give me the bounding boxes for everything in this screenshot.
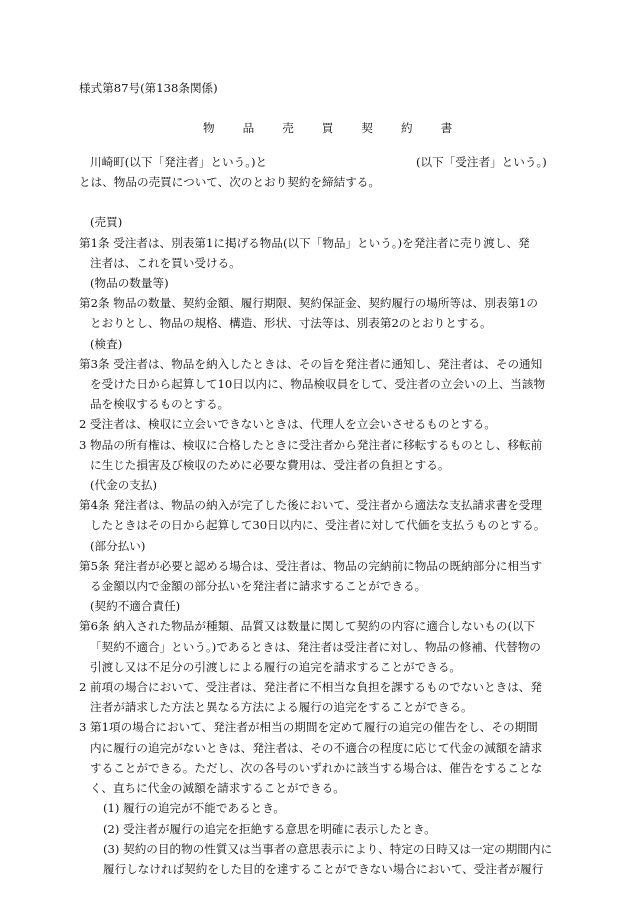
article-line: 3 第1項の場合において、発注者が相当の期間を定めて履行の追完の催告をし、その期間 <box>79 720 538 735</box>
subitem-continuation: 履行しなければ契約をした目的を達することができない場合において、受注者が履行 <box>103 861 544 876</box>
article-caption: (売買) <box>90 215 123 230</box>
document-title: 物品売買契約書 <box>203 121 481 135</box>
form-number: 様式第87号(第138条関係) <box>79 81 218 95</box>
spacer <box>79 192 554 212</box>
article-continuation: 注者は、これを買い受ける。 <box>90 255 241 270</box>
intro-line-2: とは、物品の売買について、次のとおり契約を締結する。 <box>79 175 380 190</box>
article-caption: (物品の数量等) <box>90 276 169 291</box>
article-continuation: することができる。ただし、次の各号のいずれかに該当する場合は、催告をすることな <box>90 760 543 775</box>
article-continuation: 「契約不適合」という。)であるときは、発注者は受注者に対し、物品の修補、代替物の <box>90 639 541 654</box>
article-line: 3 物品の所有権は、検収に合格したときに受注者から発注者に移転するものとし、移転前 <box>79 437 543 452</box>
article-line: 第5条 発注者が必要と認める場合は、受注者は、物品の完納前に物品の既納部分に相当す <box>79 558 543 573</box>
article-caption: (契約不適合責任) <box>90 599 181 614</box>
article-continuation: 内に履行の追完がないときは、発注者は、その不適合の程度に応じて代金の減額を請求 <box>90 740 543 755</box>
article-caption: (代金の支払) <box>90 478 158 493</box>
article-line: 第3条 受注者は、物品を納入したときは、その旨を発注者に通知し、発注者は、その通知 <box>79 356 543 371</box>
article-caption: (部分払い) <box>90 538 146 553</box>
article-line: 第2条 物品の数量、契約金額、履行期限、契約保証金、契約履行の場所等は、別表第1の <box>79 296 539 311</box>
article-continuation: 引渡し又は不足分の引渡しによる履行の追完を請求することができる。 <box>90 659 462 674</box>
article-line: 第6条 納入された物品が種類、品質又は数量に関して契約の内容に適合しないもの(以下 <box>79 619 536 634</box>
article-continuation: とおりとし、物品の規格、構造、形状、寸法等は、別表第2のとおりとする。 <box>90 316 492 331</box>
article-continuation: 注者が請求した方法と異なる方法による履行の追完をすることができる。 <box>90 700 473 715</box>
subitem-line: (1) 履行の追完が不能であるとき。 <box>103 801 285 816</box>
article-lines <box>79 212 554 879</box>
intro-left: 川崎町(以下「発注者」という。)と <box>90 155 268 169</box>
article-continuation: に生じた損害及び検収のために必要な費用は、受注者の負担とする。 <box>90 457 450 472</box>
article-line: 2 受注者は、検収に立会いできないときは、代理人を立会いさせるものとする。 <box>79 417 496 432</box>
document-body <box>79 152 554 879</box>
article-line: 第1条 受注者は、別表第1に掲げる物品(以下「物品」という。)を発注者に売り渡し、発 <box>79 235 530 250</box>
article-line: 第4条 発注者は、物品の納入が完了した後において、受注者から適法な支払請求書を受理 <box>79 498 542 513</box>
article-continuation: 品を検収するものとする。 <box>90 397 230 412</box>
subitem-line: (3) 契約の目的物の性質又は当事者の意思表示により、特定の日時又は一定の期間内に <box>103 841 553 856</box>
article-continuation: く、直ちに代金の減額を請求することができる。 <box>90 781 345 796</box>
article-continuation: したときはその日から起算して30日以内に、受注者に対して代価を支払うものとする。 <box>90 518 546 533</box>
article-line: 2 前項の場合において、受注者は、発注者に不相当な負担を課するものでないときは、発 <box>79 680 542 695</box>
article-continuation: を受けた日から起算して10日以内に、物品検収員をして、受注者の立会いの上、当該物 <box>90 377 546 392</box>
intro-line-1 <box>79 152 554 172</box>
intro-right: (以下「受注者」という。) <box>416 155 547 169</box>
article-continuation: る金額以内で金額の部分払いを発注者に請求することができる。 <box>90 579 427 594</box>
subitem-line: (2) 受注者が履行の追完を拒絶する意思を明確に表示したとき。 <box>103 821 436 836</box>
article-caption: (検査) <box>90 336 123 351</box>
